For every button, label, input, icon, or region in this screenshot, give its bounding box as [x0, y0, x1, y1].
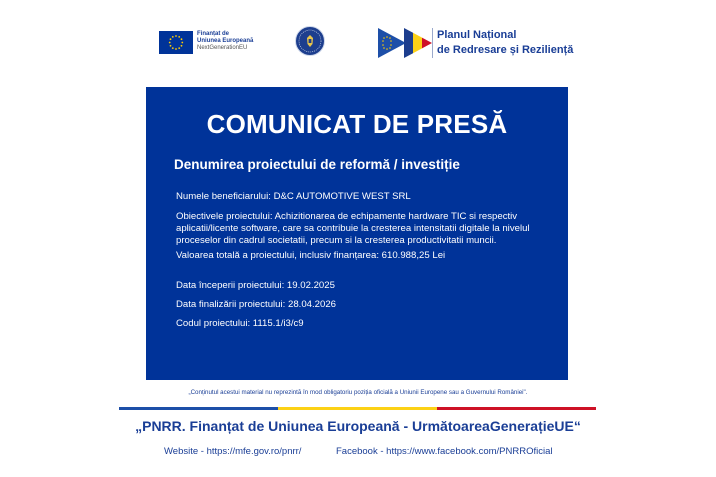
pnrr-logo-text [437, 28, 573, 58]
stripe-blue [119, 407, 278, 410]
pnrr-slogan: „PNRR. Finanțat de Uniunea Europeană - UrmătoareaGenerațieUE“ [135, 418, 581, 434]
website-link[interactable]: Website - https://mfe.gov.ro/pnrr/ [164, 446, 302, 457]
pnrr-logo-line1: Planul Național [437, 29, 517, 41]
press-release-title: COMUNICAT DE PRESĂ [206, 109, 508, 139]
pnrr-logo-line2: de Redresare și Reziliență [437, 44, 574, 56]
stripe-red [437, 407, 596, 410]
project-total-value: Valoarea totală a proiectului, inclusiv finanțarea: 610.988,25 Lei [176, 250, 446, 261]
eu-logo-line3: NextGenerationEU [197, 45, 248, 51]
facebook-link[interactable]: Facebook - https://www.facebook.com/PNRROficial [336, 446, 553, 457]
eu-logo-line2: Uniunea Europeană [197, 38, 254, 44]
project-end-date: Data finalizării proiectului: 28.04.2026 [176, 299, 336, 310]
press-release-panel [146, 87, 568, 380]
pnrr-arrows-icon [378, 28, 433, 58]
project-start-date: Data începerii proiectului: 19.02.2025 [176, 280, 335, 291]
eu-logo-line1: Finanțat de [197, 31, 230, 37]
project-name-heading: Denumirea proiectului de reformă / investiție [174, 157, 460, 172]
eu-funding-logo-text [197, 31, 253, 52]
romanian-government-seal-icon [295, 26, 325, 56]
beneficiary-name: Numele beneficiarului: D&C AUTOMOTIVE WEST SRL [176, 191, 411, 202]
disclaimer-text: „Conținutul acestui material nu reprezintă în mod obligatoriu poziția oficială a Uniunii Europene sau a Guvernului României". [188, 389, 528, 396]
project-objectives: Obiectivele proiectului: Achizitionarea de echipamente hardware TIC si respectiv aplicatii/licente software, care sa contribuie la cresterea intensitatii digitale la nivelul proceselor din cadrul societatii, precum si la cresterea productivitatii muncii. [176, 211, 530, 246]
eu-flag-icon [159, 31, 193, 54]
pnrr-logo-divider [432, 28, 433, 58]
project-code: Codul proiectului: 1115.1/i3/c9 [176, 318, 304, 329]
stripe-yellow [278, 407, 437, 410]
